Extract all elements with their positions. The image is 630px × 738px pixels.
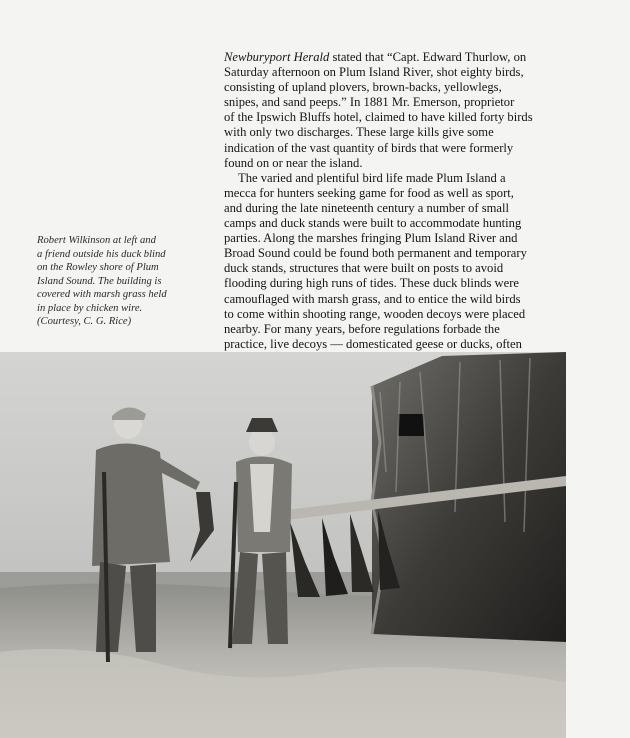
newspaper-name: Newburyport Herald: [224, 50, 330, 64]
body-line: found on or near the island.: [224, 155, 363, 170]
caption-line: Robert Wilkinson at left and: [37, 235, 156, 246]
body-text: [224, 50, 580, 352]
body-line: practice, live decoys — domesticated geese or ducks, often: [224, 336, 522, 351]
body-line: Broad Sound could be found both permanent and temporary: [224, 246, 527, 261]
caption-line: in place by chicken wire.: [37, 302, 143, 314]
body-line: with only two discharges. These large kills give some: [224, 125, 494, 140]
body-line: Saturday afternoon on Plum Island River, shot eighty birds,: [224, 65, 524, 80]
body-line: camouflaged with marsh grass, and to entice the wild birds: [224, 291, 521, 306]
body-line: to come within shooting range, wooden decoys were placed: [224, 306, 526, 321]
body-line-rest: stated that “Capt. Edward Thurlow, on: [329, 50, 527, 64]
photo-caption: [37, 234, 209, 329]
body-line: [224, 50, 580, 65]
caption-line: a friend outside his duck blind: [37, 248, 166, 260]
body-line: and during the late nineteenth century a number of small: [224, 200, 510, 215]
body-line: nearby. For many years, before regulations forbade the: [224, 321, 500, 336]
body-line: indication of the vast quantity of birds that were formerly: [224, 140, 514, 155]
body-line: snipes, and sand peeps.” In 1881 Mr. Emerson, proprietor: [224, 95, 515, 110]
caption-line: covered with marsh grass held: [37, 289, 167, 300]
body-line: mecca for hunters seeking game for food as well as sport,: [224, 185, 514, 200]
blind-window: [398, 414, 424, 436]
body-line: camps and duck stands were built to accommodate hunting: [224, 216, 522, 231]
body-line: duck stands, structures that were built on posts to avoid: [224, 261, 504, 276]
body-line: of the Ipswich Bluffs hotel, claimed to have killed forty birds: [224, 110, 533, 125]
caption-line: (Courtesy, C. G. Rice): [37, 316, 132, 327]
body-line: The varied and plentiful bird life made Plum Island a: [238, 170, 506, 185]
duck-blind-photo: [0, 352, 566, 738]
caption-line: Island Sound. The building is: [37, 275, 162, 287]
body-line: flooding during high runs of tides. These duck blinds were: [224, 276, 519, 291]
caption-line: on the Rowley shore of Plum: [37, 262, 159, 273]
body-line: parties. Along the marshes fringing Plum Island River and: [224, 231, 518, 246]
body-line: consisting of upland plovers, brown-backs, yellowlegs,: [224, 80, 502, 95]
photo-illustration: [0, 352, 566, 738]
